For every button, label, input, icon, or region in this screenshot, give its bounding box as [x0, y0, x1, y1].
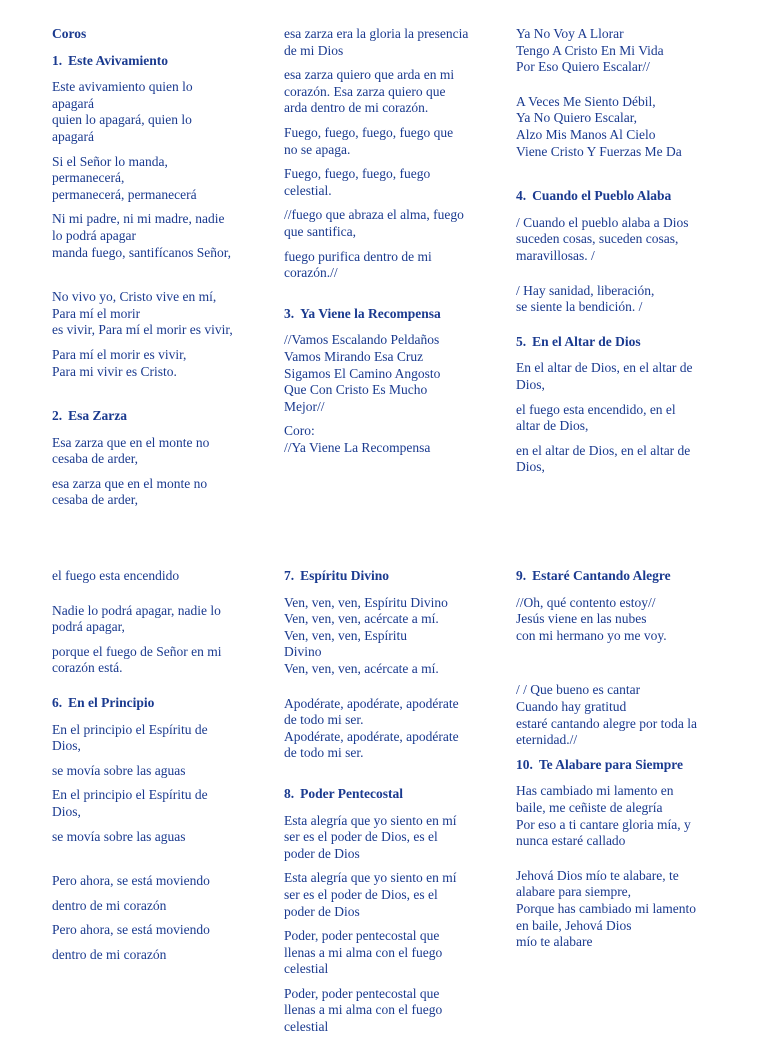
song-number: 6. [52, 694, 63, 710]
spacer [52, 269, 262, 289]
song-title-text: Este Avivamiento [68, 52, 168, 68]
song-number: 9. [516, 568, 527, 583]
lyric-block: //fuego que abraza el alma, fuego que santifica, [284, 207, 464, 239]
lyric-block: No vivo yo, Cristo vive en mí, Para mí el morir es vivir, Para mí el morir es vivir, [52, 289, 233, 338]
song-title [516, 188, 728, 205]
top-column-1 [52, 26, 262, 517]
lyric-block: Pero ahora, se está moviendo [52, 873, 210, 889]
lyric-block: Poder, poder pentecostal que llenas a mi alma con el fuego celestial [284, 928, 443, 977]
spacer [516, 273, 728, 283]
song-title [284, 568, 494, 585]
spacer [52, 853, 262, 873]
lyric-block: Nadie lo podrá apagar, nadie lo podrá apagar, [52, 602, 221, 635]
song-title-text: Coros [52, 26, 87, 41]
spacer [516, 858, 728, 868]
song-title-text: Esa Zarza [68, 408, 127, 424]
lyric-block: Ven, ven, ven, Espíritu Divino Ven, ven, ven, acércate a mí. Ven, ven, ven, Espíritu Divino Ven, ven, ven, acércate a mí. [284, 594, 448, 676]
lyric-block: Jehová Dios mío te alabare, te alabare para siempre, Porque has cambiado mi lamento en baile, Jehová Dios mío te alabare [516, 867, 696, 950]
song-number: 8. [284, 785, 295, 801]
lyric-block: Apodérate, apodérate, apodérate de todo mi ser. Apodérate, apodérate, apodérate de todo mi ser. [284, 695, 459, 761]
lyric-block: Fuego, fuego, fuego, fuego celestial. [284, 166, 431, 198]
song-title [284, 306, 494, 323]
lyric-block: dentro de mi corazón [52, 897, 167, 913]
bottom-column-2 [284, 568, 494, 1044]
lyric-block: Para mí el morir es vivir, Para mi vivir es Cristo. [52, 346, 187, 379]
song-number: 7. [284, 568, 295, 583]
spacer [52, 685, 262, 695]
song-title [284, 786, 494, 803]
song-title-text: Te Alabare para Siempre [538, 756, 684, 772]
song-number: 3. [284, 305, 295, 321]
lyric-block: En el altar de Dios, en el altar de Dios, [516, 360, 693, 392]
spacer [516, 324, 728, 334]
lyric-block: fuego purifica dentro de mi corazón.// [284, 248, 432, 281]
spacer [516, 84, 728, 94]
lyric-block: / / Que bueno es cantar Cuando hay gratitud estaré cantando alegre por toda la eternidad.// [516, 682, 698, 748]
song-title [52, 26, 262, 43]
spacer [52, 388, 262, 408]
lyric-block: Esta alegría que yo siento en mí ser es el poder de Dios, es el poder de Dios [284, 812, 457, 861]
spacer [284, 686, 494, 696]
bottom-column-1 [52, 568, 262, 972]
top-column-2 [284, 26, 494, 464]
lyric-block: esa zarza quiero que arda en mi corazón. Esa zarza quiero que arda dentro de mi corazón. [284, 67, 455, 116]
spacer [516, 168, 728, 188]
song-title [516, 568, 728, 585]
lyric-block: Pero ahora, se está moviendo [52, 922, 210, 938]
lyric-block: Fuego, fuego, fuego, fuego que no se apaga. [284, 124, 454, 157]
lyric-block: En el principio el Espíritu de Dios, [52, 721, 208, 754]
song-title-text: Poder Pentecostal [300, 785, 403, 801]
song-title-text: En el Altar de Dios [532, 333, 641, 349]
song-title [516, 757, 728, 774]
lyric-block: Esta alegría que yo siento en mí ser es el poder de Dios, es el poder de Dios [284, 870, 457, 919]
lyric-block: Esa zarza que en el monte no cesaba de arder, [52, 434, 210, 467]
song-title [52, 408, 262, 425]
lyric-block: porque el fuego de Señor en mi corazón está. [52, 643, 222, 676]
lyric-block: //Oh, qué contento estoy// Jesús viene en las nubes con mi hermano yo me voy. [516, 594, 667, 643]
lyric-block: el fuego esta encendido [52, 568, 180, 583]
song-number: 1. [52, 52, 63, 68]
lyric-block: A Veces Me Siento Débil, Ya No Quiero Escalar, Alzo Mis Manos Al Cielo Viene Cristo Y Fuerzas Me Da [516, 93, 682, 159]
lyric-block: en el altar de Dios, en el altar de Dios, [516, 442, 691, 475]
lyric-block: Coro: //Ya Viene La Recompensa [284, 423, 431, 455]
song-number: 10. [516, 756, 533, 772]
lyric-block: el fuego esta encendido, en el altar de Dios, [516, 401, 676, 434]
lyric-block: / Cuando el pueblo alaba a Dios suceden cosas, suceden cosas, maravillosas. / [516, 214, 689, 263]
song-title-text: Ya Viene la Recompensa [300, 305, 441, 321]
lyric-block: se movía sobre las aguas [52, 828, 186, 844]
lyric-block: Poder, poder pentecostal que llenas a mi alma con el fuego celestial [284, 985, 443, 1035]
song-title [52, 53, 262, 70]
lyric-block: Este avivamiento quien lo apagará quien lo apagará, quien lo apagará [52, 79, 193, 144]
spacer [284, 770, 494, 786]
lyric-block: En el principio el Espíritu de Dios, [52, 787, 208, 819]
lyric-block: //Vamos Escalando Peldaños Vamos Mirando Esa Cruz Sigamos El Camino Angosto Que Con Cristo Es Mucho Mejor// [284, 332, 441, 414]
lyric-block: esa zarza era la gloria la presencia de mi Dios [284, 26, 469, 58]
song-number: 5. [516, 333, 527, 349]
song-title-text: Cuando el Pueblo Alaba [532, 188, 672, 204]
spacer [284, 290, 494, 306]
song-title [516, 334, 728, 351]
lyric-block: se movía sobre las aguas [52, 762, 186, 778]
lyric-block: dentro de mi corazón [52, 946, 167, 962]
lyric-block: / Hay sanidad, liberación, se siente la bendición. / [516, 282, 655, 315]
song-number: 4. [516, 188, 527, 204]
lyric-block: Has cambiado mi lamento en baile, me ceñiste de alegría Por eso a ti cantare gloria mía, y nunca estaré callado [516, 783, 691, 849]
song-title-text: Estaré Cantando Alegre [532, 568, 671, 583]
spacer [52, 593, 262, 603]
song-title [52, 695, 262, 712]
song-title-text: En el Principio [68, 694, 155, 710]
song-title-text: Espíritu Divino [300, 568, 390, 583]
top-column-3 [516, 26, 728, 484]
lyric-block: Ni mi padre, ni mi madre, nadie lo podrá apagar manda fuego, santifícanos Señor, [52, 211, 232, 260]
lyric-block: esa zarza que en el monte no cesaba de arder, [52, 475, 208, 508]
song-number: 2. [52, 408, 63, 424]
lyric-block: Ya No Voy A Llorar Tengo A Cristo En Mi Vida Por Eso Quiero Escalar// [516, 26, 664, 75]
lyric-block: Si el Señor lo manda, permanecerá, permanecerá, permanecerá [52, 153, 197, 202]
spacer [516, 652, 728, 682]
bottom-column-3 [516, 568, 728, 959]
